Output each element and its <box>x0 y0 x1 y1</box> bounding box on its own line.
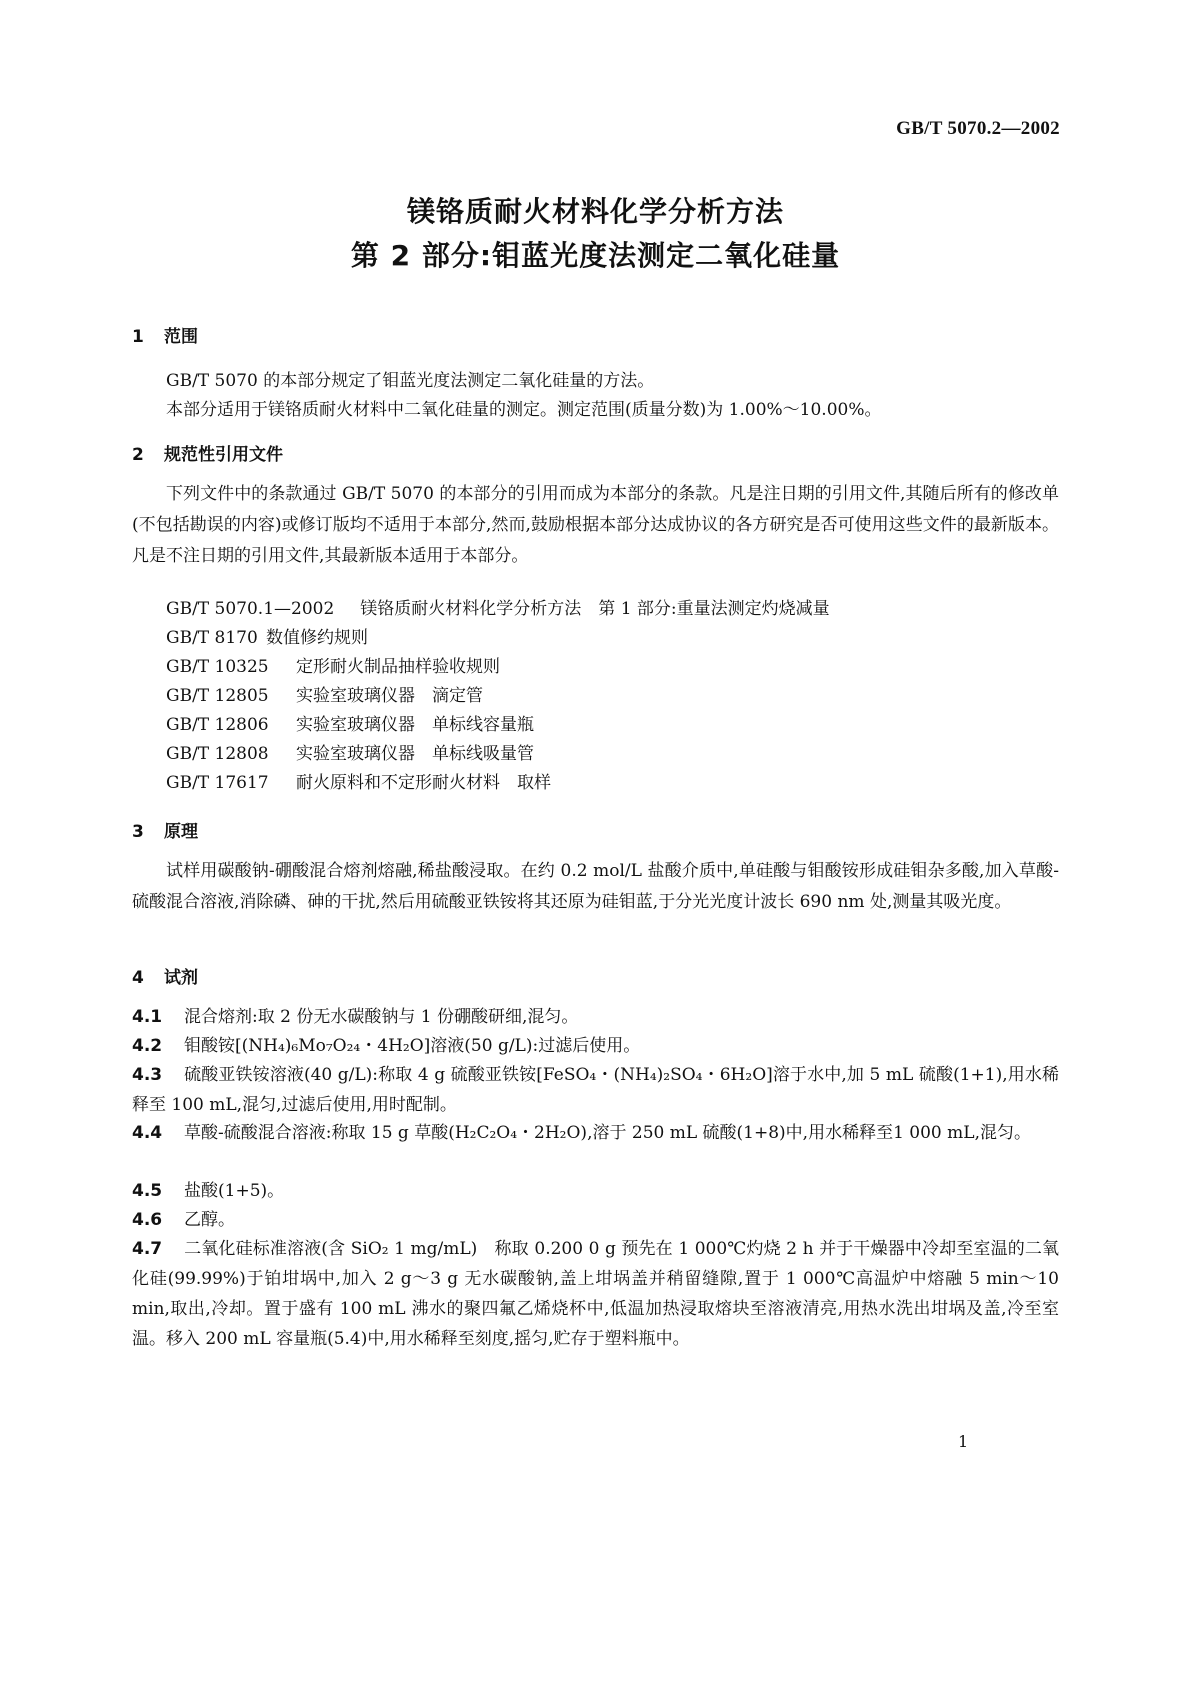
paragraph: 本部分适用于镁铬质耐火材料中二氧化硅量的测定。测定范围(质量分数)为 1.00%～10.00%。 <box>166 400 882 420</box>
reference-code: GB/T 12805 <box>166 686 269 706</box>
reagent-item <box>132 1118 1059 1148</box>
clause-number: 4.1 <box>132 1007 163 1027</box>
clause-text: 硫酸亚铁铵溶液(40 g/L):称取 4 g 硫酸亚铁铵[FeSO₄・(NH₄)₂SO₄・6H₂O]溶于水中,加 5 mL 硫酸(1+1),用水稀释至 100 mL,混匀,过滤后使用,用时配制。 <box>132 1065 1059 1115</box>
clause-text: 草酸-硫酸混合溶液:称取 15 g 草酸(H₂C₂O₄・2H₂O),溶于 250 mL 硫酸(1+8)中,用水稀释至1 000 mL,混匀。 <box>184 1123 1031 1143</box>
reference-code: GB/T 5070.1—2002 <box>166 599 335 619</box>
clause-number: 4.7 <box>132 1239 163 1259</box>
reagent-item <box>132 1234 1059 1354</box>
reference-item <box>166 771 551 795</box>
section-title: 试剂 <box>164 968 198 988</box>
reference-item <box>166 742 534 766</box>
clause-number: 4.3 <box>132 1065 163 1085</box>
paragraph: GB/T 5070 的本部分规定了钼蓝光度法测定二氧化硅量的方法。 <box>166 371 655 391</box>
reagent-item <box>132 1205 1059 1235</box>
clause-text: 盐酸(1+5)。 <box>184 1181 285 1201</box>
reference-title: 定形耐火制品抽样验收规则 <box>296 657 500 677</box>
reference-item <box>166 684 483 708</box>
reference-title: 耐火原料和不定形耐火材料 取样 <box>296 773 551 793</box>
reference-item <box>166 713 534 737</box>
section-number: 4 <box>132 968 144 988</box>
clause-number: 4.6 <box>132 1210 163 1230</box>
reference-code: GB/T 8170 <box>166 628 258 648</box>
section-title: 原理 <box>164 822 198 842</box>
reference-code: GB/T 12806 <box>166 715 269 735</box>
section-2-heading <box>132 440 283 465</box>
section-3-heading <box>132 817 198 842</box>
paragraph: 下列文件中的条款通过 GB/T 5070 的本部分的引用而成为本部分的条款。凡是注日期的引用文件,其随后所有的修改单(不包括勘误的内容)或修订版均不适用于本部分,然而,鼓励根据本部分达成协议的各方研究是否可使用这些文件的最新版本。凡是不注日期的引用文件,其最新版本适用于本部分。 <box>132 484 1059 566</box>
reagent-item <box>132 1031 1059 1061</box>
reference-code: GB/T 10325 <box>166 657 269 677</box>
reference-title: 实验室玻璃仪器 单标线吸量管 <box>296 744 534 764</box>
section-number: 3 <box>132 822 144 842</box>
clause-number: 4.2 <box>132 1036 163 1056</box>
section-title: 范围 <box>164 327 198 347</box>
reagent-item <box>132 1060 1059 1120</box>
reference-code: GB/T 12808 <box>166 744 269 764</box>
clause-text: 钼酸铵[(NH₄)₆Mo₇O₂₄・4H₂O]溶液(50 g/L):过滤后使用。 <box>184 1036 641 1056</box>
clause-text: 乙醇。 <box>184 1210 235 1230</box>
document-title <box>0 190 1191 278</box>
reference-code: GB/T 17617 <box>166 773 269 793</box>
reference-title: 镁铬质耐火材料化学分析方法 第 1 部分:重量法测定灼烧减量 <box>360 599 830 619</box>
section-number: 2 <box>132 445 144 465</box>
title-line-2: 第 2 部分:钼蓝光度法测定二氧化硅量 <box>350 239 841 272</box>
section-title: 规范性引用文件 <box>164 445 283 465</box>
reference-item <box>166 597 830 621</box>
reference-title: 数值修约规则 <box>266 628 368 648</box>
reference-item <box>166 655 500 679</box>
page-number: 1 <box>958 1432 969 1451</box>
section-1-heading <box>132 322 198 347</box>
clause-number: 4.5 <box>132 1181 163 1201</box>
clause-text: 混合熔剂:取 2 份无水碳酸钠与 1 份硼酸研细,混匀。 <box>184 1007 579 1027</box>
reagent-item <box>132 1002 1059 1032</box>
paragraph: 试样用碳酸钠-硼酸混合熔剂熔融,稀盐酸浸取。在约 0.2 mol/L 盐酸介质中,单硅酸与钼酸铵形成硅钼杂多酸,加入草酸-硫酸混合溶液,消除磷、砷的干扰,然后用硫酸亚铁铵将其还原为硅钼蓝,于分光光度计波长 690 nm 处,测量其吸光度。 <box>132 861 1059 912</box>
clause-text: 二氧化硅标准溶液(含 SiO₂ 1 mg/mL) 称取 0.200 0 g 预先在 1 000℃灼烧 2 h 并于干燥器中冷却至室温的二氧化硅(99.99%)于铂坩埚中,加入 2 g～3 g 无水碳酸钠,盖上坩埚盖并稍留缝隙,置于 1 000℃高温炉中熔融 5 min～10 min,取出,冷却。置于盛有 100 mL 沸水的聚四氟乙烯烧杯中,低温加热浸取熔块至溶液清亮,用热水洗出坩埚及盖,冷至室温。移入 200 mL 容量瓶(5.4)中,用水稀释至刻度,摇匀,贮存于塑料瓶中。 <box>132 1239 1059 1349</box>
section-number: 1 <box>132 327 144 347</box>
standard-number: GB/T 5070.2—2002 <box>896 118 1060 139</box>
reagent-item <box>132 1176 1059 1206</box>
reference-item <box>166 626 368 650</box>
section-4-heading <box>132 963 198 988</box>
clause-number: 4.4 <box>132 1123 163 1143</box>
title-line-1: 镁铬质耐火材料化学分析方法 <box>406 195 784 228</box>
reference-title: 实验室玻璃仪器 滴定管 <box>296 686 483 706</box>
reference-title: 实验室玻璃仪器 单标线容量瓶 <box>296 715 534 735</box>
